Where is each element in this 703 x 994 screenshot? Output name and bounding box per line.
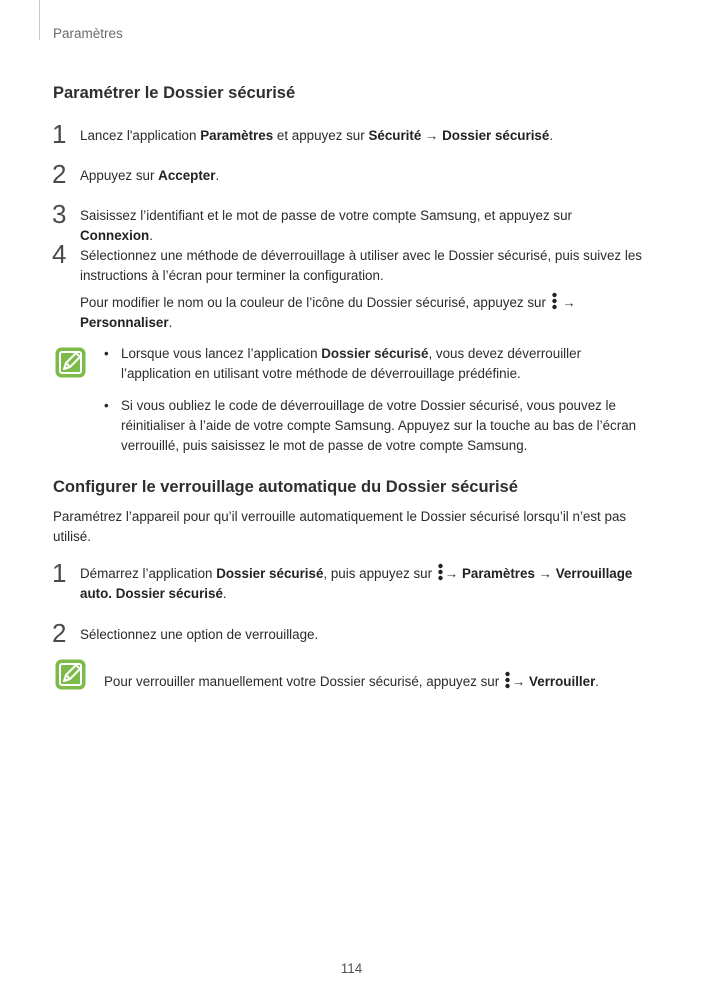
more-options-icon [505, 671, 510, 689]
auto-lock-step-1-text: Démarrez l’application Dossier sécurisé, puis appuyez sur → Paramètres → Verrouillage auto. Dossier sécurisé. [80, 563, 645, 604]
section-title-secure-folder-setup: Paramétrer le Dossier sécurisé [53, 84, 296, 102]
step-number: 1 [52, 558, 67, 588]
step-3-text: Saisissez l’identifiant et le mot de passe de votre compte Samsung, et appuyez sur Connexion. [80, 208, 572, 243]
customize-instruction: Pour modifier le nom ou la couleur de l’icône du Dossier sécurisé, appuyez sur → Personnaliser. [80, 292, 640, 333]
step-number: 1 [52, 119, 67, 149]
header-divider [39, 0, 40, 40]
more-options-icon [552, 292, 557, 310]
note-pencil-icon [54, 346, 87, 379]
section-intro: Paramétrez l’appareil pour qu’il verrouille automatiquement le Dossier sécurisé lorsqu’il n’est pas utilisé. [53, 509, 627, 544]
more-options-icon [438, 563, 443, 581]
header-section-label: Paramètres [53, 26, 123, 41]
step-1-text: Lancez l'application Paramètres et appuyez sur Sécurité → Dossier sécurisé. [80, 128, 554, 143]
page-number: 114 [340, 961, 363, 976]
bullet-dot: • [104, 346, 109, 361]
lock-manually-note: Pour verrouiller manuellement votre Dossier sécurisé, appuyez sur → Verrouiller. [104, 671, 649, 692]
step-number: 4 [52, 239, 67, 269]
step-2-text: Appuyez sur Accepter. [80, 168, 220, 183]
note-pencil-icon [54, 658, 87, 691]
note-list [104, 344, 649, 468]
section-title-auto-lock: Configurer le verrouillage automatique du Dossier sécurisé [53, 478, 518, 496]
step-4-text: Sélectionnez une méthode de déverrouillage à utiliser avec le Dossier sécurisé, puis suivez les instructions à l’écran pour terminer la configuration. [80, 248, 642, 283]
auto-lock-step-2-text: Sélectionnez une option de verrouillage. [80, 627, 319, 642]
note-item: • Si vous oubliez le code de déverrouillage de votre Dossier sécurisé, vous pouvez le réinitialiser à l’aide de votre compte Samsung. Appuyez sur la touche au bas de l’écran verrouillé, puis saisissez le mot de passe de votre compte Samsung. [104, 398, 637, 453]
step-number: 2 [52, 618, 67, 648]
step-number: 3 [52, 199, 67, 229]
bullet-dot: • [104, 398, 109, 413]
note-item: • Lorsque vous lancez l’application Dossier sécurisé, vous devez déverrouiller l’application en utilisant votre méthode de déverrouillage prédéfinie. [104, 346, 582, 381]
step-number: 2 [52, 159, 67, 189]
